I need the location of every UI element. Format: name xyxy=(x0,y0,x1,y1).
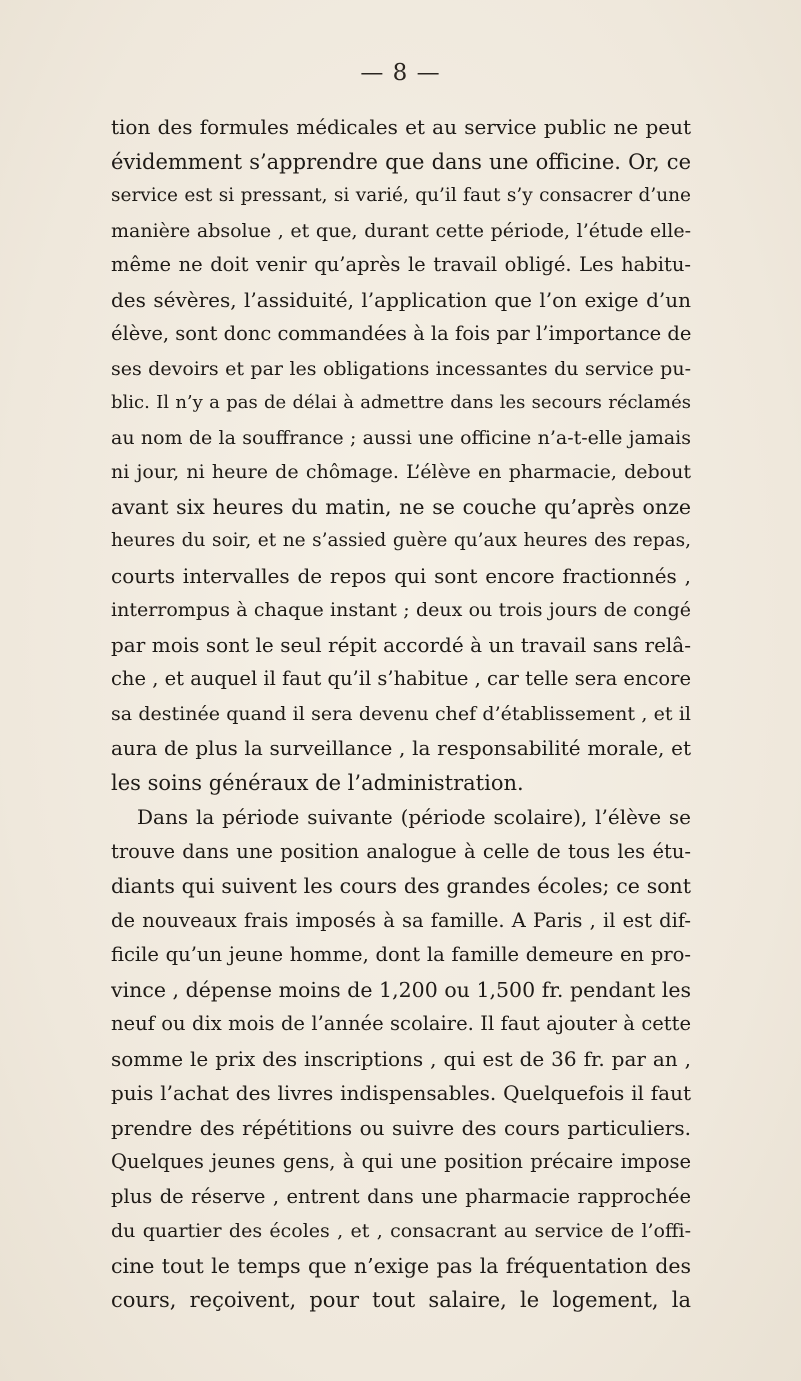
text-line: che , et auquel il faut qu’il s’habitue , car telle sera encore xyxy=(111,667,691,690)
text-line: au nom de la souffrance ; aussi une officine n’a-t-elle jamais xyxy=(111,426,691,449)
page-number: — 8 — xyxy=(360,60,441,86)
text-line: évidemment s’apprendre que dans une officine. Or, ce xyxy=(111,149,691,174)
text-line: des sévères, l’assiduité, l’application que l’on exige d’un xyxy=(111,287,691,312)
text-line: puis l’achat des livres indispensables. Quelquefois il faut xyxy=(111,1081,691,1105)
text-line: du quartier des écoles , et , consacrant au service de l’offi- xyxy=(111,1220,691,1242)
text-line: ficile qu’un jeune homme, dont la famille demeure en pro- xyxy=(111,943,691,966)
text-line: Quelques jeunes gens, à qui une position précaire impose xyxy=(111,1150,691,1173)
text-line: heures du soir, et ne s’assied guère qu’aux heures des repas, xyxy=(111,530,691,551)
text-line: de nouveaux frais imposés à sa famille. A Paris , il est dif- xyxy=(111,908,691,932)
text-line: cine tout le temps que n’exige pas la fréquentation des xyxy=(111,1253,691,1278)
text-line: neuf ou dix mois de l’année scolaire. Il faut ajouter à cette xyxy=(111,1012,691,1035)
text-line: manière absolue , et que, durant cette période, l’étude elle- xyxy=(111,219,691,242)
text-line: cours, reçoivent, pour tout salaire, le logement, la xyxy=(111,1288,691,1312)
text-line: somme le prix des inscriptions , qui est de 36 fr. par an , xyxy=(111,1046,691,1071)
text-line: courts intervalles de repos qui sont encore fractionnés , xyxy=(111,563,691,588)
text-line: diants qui suivent les cours des grandes écoles; ce sont xyxy=(111,874,691,898)
paragraph-start-line: Dans la période suivante (période scolaire), l’élève se xyxy=(137,805,691,829)
text-line: par mois sont le seul répit accordé à un travail sans relâ- xyxy=(111,632,691,657)
text-line: ses devoirs et par les obligations incessantes du service pu- xyxy=(111,357,691,380)
text-line: blic. Il n’y a pas de délai à admettre dans les secours réclamés xyxy=(111,392,691,413)
text-line: aura de plus la surveillance , la responsabilité morale, et xyxy=(111,736,691,760)
text-line: prendre des répétitions ou suivre des cours particuliers. xyxy=(111,1115,691,1140)
body-text xyxy=(111,110,691,1318)
text-line: sa destinée quand il sera devenu chef d’établissement , et il xyxy=(111,702,691,725)
text-line: ni jour, ni heure de chômage. L’élève en pharmacie, debout xyxy=(111,461,691,483)
text-line: service est si pressant, si varié, qu’il faut s’y consacrer d’une xyxy=(111,185,691,206)
text-line: élève, sont donc commandées à la fois par l’importance de xyxy=(111,322,691,345)
text-line: vince , dépense moins de 1,200 ou 1,500 fr. pendant les xyxy=(111,977,691,1002)
text-line: même ne doit venir qu’après le travail obligé. Les habitu- xyxy=(111,253,691,276)
text-line: trouve dans une position analogue à celle de tous les étu- xyxy=(111,839,691,863)
text-line: interrompus à chaque instant ; deux ou trois jours de congé xyxy=(111,599,691,621)
text-line: tion des formules médicales et au service public ne peut xyxy=(111,115,691,139)
text-line: avant six heures du matin, ne se couche qu’après onze xyxy=(111,494,691,519)
text-line: plus de réserve , entrent dans une pharmacie rapprochée xyxy=(111,1184,691,1208)
paragraph-end-line: les soins généraux de l’administration. xyxy=(111,770,524,795)
